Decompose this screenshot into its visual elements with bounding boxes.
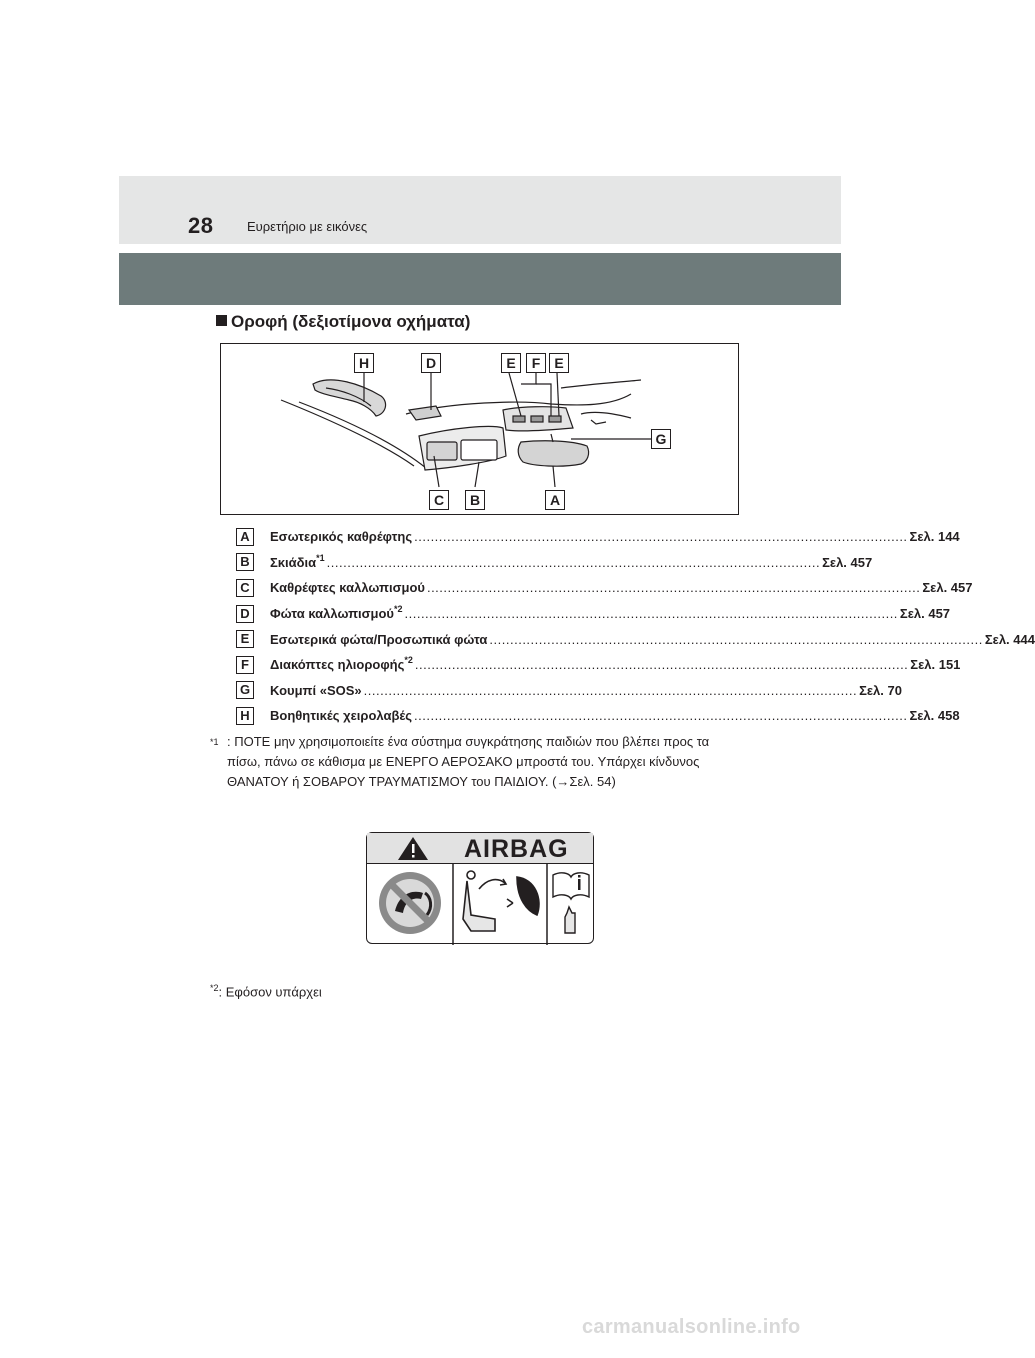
- legend-label: Κουμπί «SOS»: [270, 682, 362, 698]
- legend-label: Βοηθητικές χειρολαβές: [270, 708, 413, 724]
- callout-h: H: [354, 353, 374, 373]
- section-band: [119, 253, 841, 305]
- leader-dots: ........................................................................................................................: [489, 631, 983, 647]
- legend-item-d: [236, 601, 951, 627]
- footnote-1-mark: *1: [210, 737, 219, 747]
- leader-dots: ........................................................................................................................: [414, 529, 908, 545]
- page-ref: Σελ. 457: [899, 606, 951, 622]
- legend-item-e: [236, 626, 1035, 652]
- header-band: [119, 176, 841, 244]
- leader-dots: ........................................................................................................................: [326, 554, 821, 570]
- callout-f: F: [526, 353, 546, 373]
- legend-item-b: [236, 550, 873, 576]
- page-ref: Σελ. 70: [859, 682, 902, 698]
- legend-key: D: [236, 605, 254, 623]
- callout-d: D: [421, 353, 441, 373]
- leader-dots: ........................................................................................................................: [414, 708, 908, 724]
- leader-dots: ........................................................................................................................: [426, 580, 921, 596]
- legend-key: H: [236, 707, 254, 725]
- legend-key: F: [236, 656, 254, 674]
- callout-e-left: E: [501, 353, 521, 373]
- legend-item-a: [236, 524, 960, 550]
- airbag-warning-label: [366, 832, 594, 944]
- legend-list: [236, 524, 1035, 729]
- footnote-1: [210, 732, 746, 792]
- read-manual-icon: [553, 873, 589, 933]
- footnote-1-text: : ΠΟΤΕ μην χρησιμοποιείτε ένα σύστημα συγκράτησης παιδιών που βλέπει προς τα πίσω, πάνω σε κάθισμα με ΕΝΕΡΓΟ ΑΕΡΟΣΑΚΟ μπροστά του. Υπάρχει κίνδυνος ΘΑΝΑΤΟΥ ή ΣΟΒΑΡΟΥ ΤΡΑΥΜΑΤΙΣΜΟΥ του ΠΑΙΔΙΟΥ. (→Σελ. 54): [227, 734, 710, 789]
- callout-b: B: [465, 490, 485, 510]
- footnote-2-mark: *2: [210, 983, 219, 993]
- page-number: 28: [188, 213, 214, 238]
- leader-dots: ........................................................................................................................: [363, 682, 858, 698]
- bullet-square-icon: [216, 315, 227, 326]
- legend-item-g: [236, 678, 902, 704]
- footnote-2-text: : Εφόσον υπάρχει: [218, 984, 322, 1000]
- airbag-title: AIRBAG: [464, 835, 569, 863]
- page-ref: Σελ. 457: [922, 580, 973, 596]
- legend-label: Καθρέφτες καλλωπισμού: [270, 580, 425, 596]
- page-ref: Σελ. 444: [984, 631, 1035, 647]
- callout-g: G: [651, 429, 671, 449]
- callout-c: C: [429, 490, 449, 510]
- footnote-2: [210, 978, 322, 1002]
- page-ref: Σελ. 458: [909, 708, 960, 724]
- legend-key: E: [236, 630, 254, 648]
- legend-item-c: [236, 575, 973, 601]
- legend-item-f: [236, 652, 961, 678]
- leader-dots: ........................................................................................................................: [404, 606, 898, 622]
- legend-label: Εσωτερικά φώτα/Προσωπικά φώτα: [270, 631, 488, 647]
- legend-label: Διακόπτες ηλιοροφής$^{*2}$: [270, 655, 413, 673]
- legend-key: C: [236, 579, 254, 597]
- no-rear-facing-child-seat-icon: [379, 872, 441, 934]
- legend-label: Σκιάδια$^{*1}$: [270, 552, 325, 570]
- warning-triangle-icon: [398, 837, 428, 860]
- legend-label: Εσωτερικός καθρέφτης: [270, 529, 413, 545]
- section-heading-text: Οροφή (δεξιοτίμονα οχήματα): [231, 312, 471, 331]
- callout-a: A: [545, 490, 565, 510]
- legend-key: B: [236, 553, 254, 571]
- watermark: carmanualsonline.info: [582, 1316, 801, 1338]
- running-title: Ευρετήριο με εικόνες: [247, 219, 368, 234]
- airbag-deploy-seat-icon: [463, 871, 539, 931]
- callout-e-right: E: [549, 353, 569, 373]
- legend-item-h: [236, 703, 960, 729]
- page-ref: Σελ. 144: [909, 529, 960, 545]
- roof-illustration: [220, 343, 739, 515]
- page-ref: Σελ. 457: [822, 554, 873, 570]
- legend-label: Φώτα καλλωπισμού$^{*2}$: [270, 604, 403, 622]
- section-heading: [216, 312, 470, 332]
- page-ref: Σελ. 151: [910, 657, 961, 673]
- legend-key: G: [236, 681, 254, 699]
- leader-dots: ........................................................................................................................: [414, 657, 909, 673]
- legend-key: A: [236, 528, 254, 546]
